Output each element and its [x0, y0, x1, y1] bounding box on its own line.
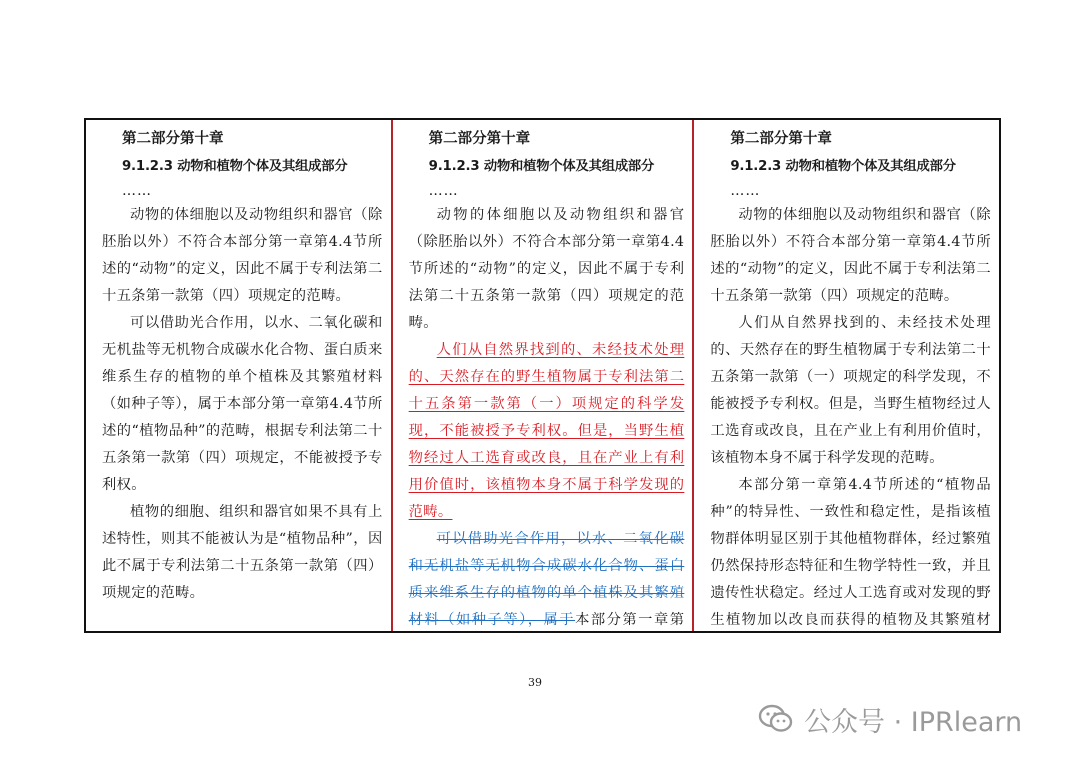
text-run: 植物的细胞、组织和器官如果不具有上述特性，则其不能被认为是“植物品种”，因此不属于专利法第二十五条第一款第（四）项规定的范畴。: [102, 504, 383, 601]
paragraph: [409, 337, 685, 526]
text-run: 可以借助光合作用，以水、二氧化碳和无机盐等无机物合成碳水化合物、蛋白质来维系生存的植物的单个植株及其繁殖材料（如种子等），属于本部分第一章第4.4节所述的“植物品种”的范畴，根据专利法第二十五条第一款第（四）项规定，不能被授予专利权。: [102, 315, 383, 493]
column-revision-marked: [391, 120, 695, 631]
page-number: 39: [528, 676, 542, 689]
inserted-text: 人们从自然界找到的、未经技术处理的、天然存在的野生植物属于专利法第二十五条第一款第（一）项规定的科学发现，不能被授予专利权。但是，当野生植物经过人工选育或改良，且在产业上有利用价值时，该植物本身不属于科学发现的范畴。: [408, 342, 685, 520]
wechat-icon: [758, 704, 794, 734]
text-run: 本部分第一章第: [575, 612, 685, 628]
paragraph: [102, 499, 383, 607]
paragraph: [409, 526, 685, 631]
watermark-text: 公众号 · IPRlearn: [804, 706, 1023, 738]
paragraphs: [710, 202, 991, 631]
ellipsis: ……: [122, 183, 152, 199]
paragraphs: [409, 202, 685, 631]
text-run: 动物的体细胞以及动物组织和器官（除胚胎以外）不符合本部分第一章第4.4节所述的“动物”的定义，因此不属于专利法第二十五条第一款第（四）项规定的范畴。: [408, 207, 685, 331]
ellipsis: ……: [428, 183, 459, 199]
paragraph: [710, 310, 991, 472]
chapter-heading: 第二部分第十章: [122, 131, 224, 147]
chapter-heading: 第二部分第十章: [730, 131, 832, 147]
section-heading: 9.1.2.3 动物和植物个体及其组成部分: [730, 159, 956, 174]
ellipsis: ……: [730, 183, 761, 199]
comparison-table: [84, 118, 1001, 633]
column-original: [86, 120, 391, 631]
section-heading: 9.1.2.3 动物和植物个体及其组成部分: [428, 159, 655, 174]
paragraph: [710, 472, 991, 631]
column-revised: [694, 120, 999, 631]
text-run: 本部分第一章第4.4节所述的“植物品种”的特异性、一致性和稳定性，是指该植物群体明显区别于其他植物群体，经过繁殖仍然保持形态特征和生物学特性一致，并且遗传性状稳定。经过人工选育或对发现的野生植物加以改良而获得的植物及其繁殖材: [710, 477, 991, 628]
text-run: 动物的体细胞以及动物组织和器官（除胚胎以外）不符合本部分第一章第4.4节所述的“动物”的定义，因此不属于专利法第二十五条第一款第（四）项规定的范畴。: [102, 207, 383, 304]
section-heading: 9.1.2.3 动物和植物个体及其组成部分: [122, 159, 348, 174]
text-run: 人们从自然界找到的、未经技术处理的、天然存在的野生植物属于专利法第二十五条第一款第（一）项规定的科学发现，不能被授予专利权。但是，当野生植物经过人工选育或改良，且在产业上有利用价值时，该植物本身不属于科学发现的范畴。: [710, 315, 991, 466]
paragraph: [710, 202, 991, 310]
paragraph: [102, 202, 383, 310]
paragraph: [102, 310, 383, 499]
paragraphs: [102, 202, 383, 607]
paragraph: [409, 202, 685, 337]
deleted-text: 可以借助光合作用，以水、二氧化碳和无机盐等无机物合成碳水化合物、蛋白质来维系生存的植物的单个植株及其繁殖材料（如种子等），属于: [408, 531, 685, 628]
chapter-heading: 第二部分第十章: [428, 131, 531, 147]
watermark: [758, 700, 1022, 738]
text-run: 动物的体细胞以及动物组织和器官（除胚胎以外）不符合本部分第一章第4.4节所述的“动物”的定义，因此不属于专利法第二十五条第一款第（四）项规定的范畴。: [710, 207, 991, 304]
